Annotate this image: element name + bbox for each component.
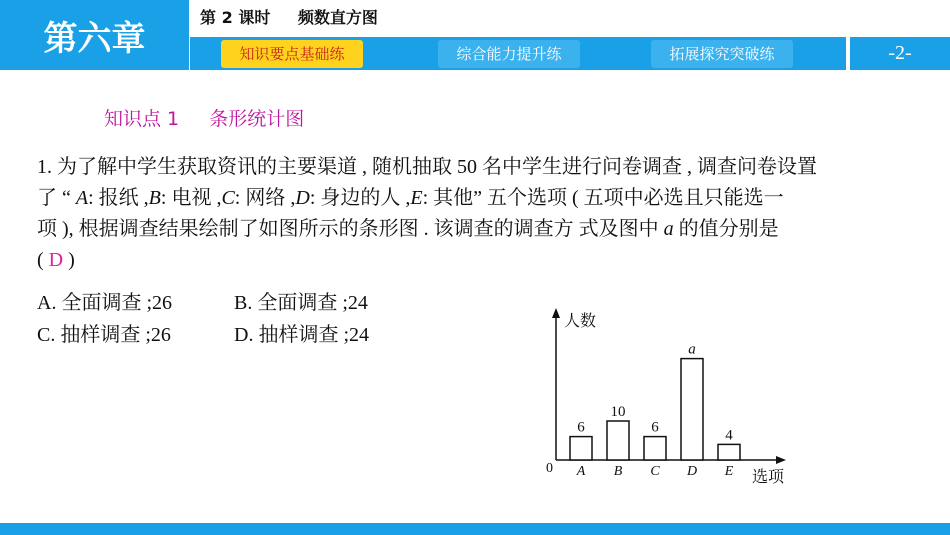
option-letter-d: D — [295, 187, 310, 209]
knowledge-point-name: 条形统计图 — [209, 108, 305, 130]
bar-chart — [530, 300, 810, 500]
option-letter-a: A — [75, 187, 89, 209]
origin-label: 0 — [546, 461, 553, 476]
option-c[interactable]: C. 抽样调查 ;26 — [37, 324, 171, 346]
bottom-bar — [0, 523, 950, 535]
tab-basic-practice[interactable]: 知识要点基础练 — [221, 40, 363, 68]
option-b-text: : 电视 , — [160, 187, 222, 209]
tick-label-d: D — [686, 464, 698, 479]
tick-label-c: C — [650, 464, 660, 479]
bar-d — [681, 359, 703, 460]
option-letter-b: B — [148, 187, 161, 209]
data-label-b: 10 — [610, 404, 626, 420]
lesson-suffix: 课时 — [238, 8, 271, 27]
option-a-text: : 报纸 , — [88, 187, 149, 209]
lesson-title — [200, 5, 378, 28]
question-line-3 — [37, 214, 917, 245]
knowledge-point-label: 知识点 1 — [104, 108, 180, 130]
answer-close-paren: ) — [63, 249, 75, 271]
option-b[interactable]: B. 全面调查 ;24 — [234, 292, 368, 314]
tick-label-a: A — [576, 464, 586, 479]
y-axis-label: 人数 — [564, 311, 597, 330]
bar-a — [570, 437, 592, 460]
question-number: 1. — [37, 156, 52, 178]
option-e-text: : 其他” 五个选项 ( 五项中必选且只能选一 — [422, 187, 784, 209]
option-letter-e: E — [410, 187, 423, 209]
option-c-text: : 网络 , — [234, 187, 296, 209]
answer-value: D — [48, 249, 64, 271]
lesson-prefix: 第 — [200, 8, 217, 27]
page-number: -2- — [850, 37, 950, 70]
question-line-1-text: 为了解中学生获取资讯的主要渠道 , 随机抽取 50 名中学生进行问卷调查 , 调查问卷设置 — [57, 156, 817, 178]
x-axis-arrow — [776, 456, 786, 464]
option-d[interactable]: D. 抽样调查 ;24 — [234, 324, 369, 346]
q-line3-end: 的值分别是 — [673, 218, 779, 240]
bar-c — [644, 437, 666, 460]
option-d-text: : 身边的人 , — [309, 187, 411, 209]
bar-e — [718, 444, 740, 460]
lesson-topic: 频数直方图 — [297, 8, 378, 27]
bar-b — [607, 421, 629, 460]
x-axis-label: 选项 — [752, 467, 785, 486]
q-line2-start: 了 “ — [37, 187, 71, 209]
tab-extension-practice[interactable]: 拓展探究突破练 — [651, 40, 793, 68]
option-letter-c: C — [221, 187, 235, 209]
answer-line — [37, 245, 917, 276]
tab-comprehensive-practice[interactable]: 综合能力提升练 — [438, 40, 580, 68]
option-a[interactable]: A. 全面调查 ;26 — [37, 292, 172, 314]
data-label-a: 6 — [577, 419, 585, 436]
data-label-e: 4 — [725, 427, 733, 444]
data-label-c: 6 — [651, 419, 659, 436]
q-line3-text: 项 ), 根据调查结果绘制了如图所示的条形图 . 该调查的调查方 式及图中 — [37, 218, 664, 240]
y-axis-arrow — [552, 308, 560, 318]
question-line-2 — [37, 183, 917, 214]
knowledge-point-title — [104, 104, 304, 131]
question-text — [37, 152, 917, 276]
answer-open-paren: ( — [37, 249, 49, 271]
chapter-title: 第六章 — [0, 0, 189, 70]
variable-a: a — [663, 218, 674, 240]
lesson-number: 2 — [221, 8, 233, 27]
question-line-1 — [37, 152, 917, 183]
data-label-d: a — [688, 341, 696, 358]
tick-label-b: B — [613, 464, 623, 479]
tick-label-e: E — [724, 464, 734, 479]
